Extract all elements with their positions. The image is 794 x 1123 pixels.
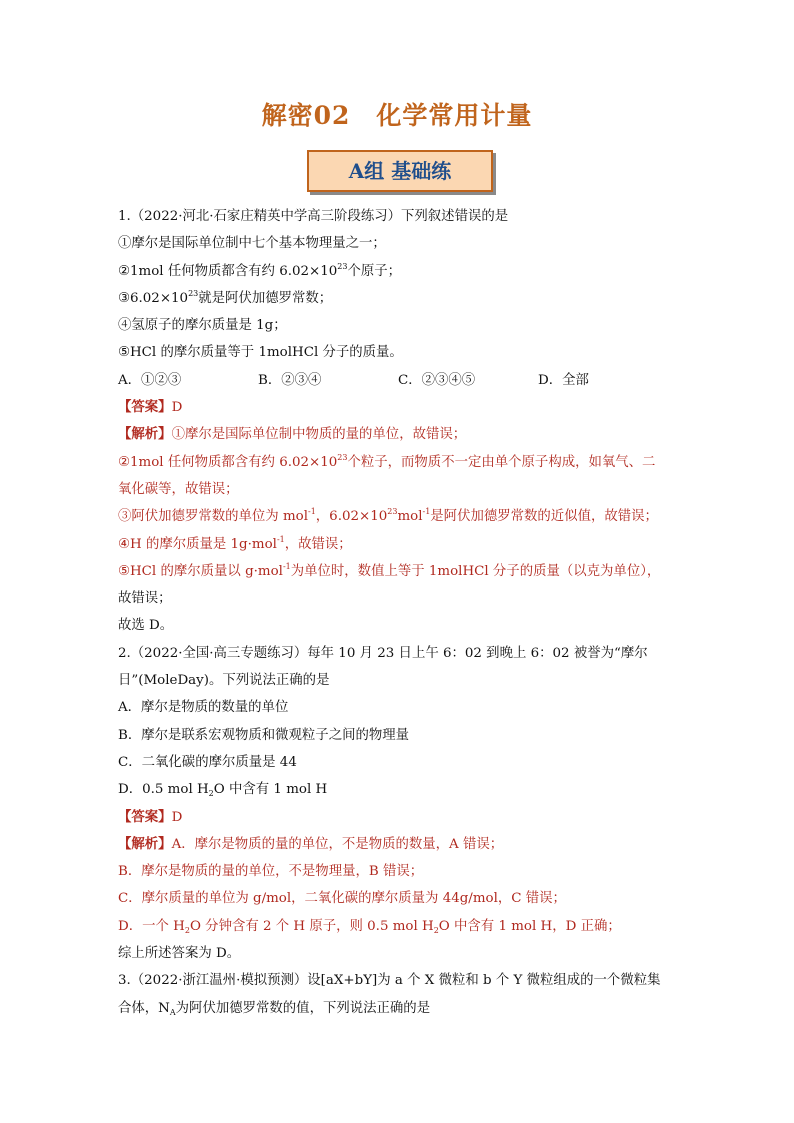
q2-conclusion: 综上所述答案为 D。 <box>118 946 241 962</box>
q2-option-b: B．摩尔是联系宏观物质和微观粒子之间的物理量 <box>118 727 410 743</box>
q1-statement-1: ①摩尔是国际单位制中七个基本物理量之一； <box>118 236 386 252</box>
q3-stem: 3.（2022·浙江温州·模拟预测）设[aX+bY]为 a 个 X 微粒和 b 个 Y 微粒组成的一个微粒集 <box>118 973 661 989</box>
q2-option-a: A．摩尔是物质的数量的单位 <box>118 700 289 716</box>
title-right: 化学常用计量 <box>376 101 533 130</box>
q1-option-d: D．全部 <box>538 372 589 388</box>
q1-analysis-1: 【解析】①摩尔是国际单位制中物质的量的单位，故错误； <box>118 426 467 443</box>
q1-option-a: A．①②③ <box>118 372 182 388</box>
q2-analysis-1: 【解析】A．摩尔是物质的量的单位，不是物质的数量，A 错误； <box>118 835 504 852</box>
q1-option-c: C．②③④⑤ <box>398 372 476 388</box>
q2-analysis-3: C．摩尔质量的单位为 g/mol，二氧化碳的摩尔质量为 44g/mol，C 错误； <box>118 891 566 907</box>
q1-options <box>118 367 678 394</box>
q2-stem-cont: 日”(MoleDay)。下列说法正确的是 <box>118 673 330 689</box>
q1-analysis-2-cont: 氧化碳等，故错误； <box>118 481 239 497</box>
q2-option-d: D．0.5 mol $H_2O$ 中含有 1 mol H <box>118 782 328 799</box>
q2-analysis-4: D．一个 $H_2O$ 分钟含有 2 个 H 原子，则 0.5 mol $H_2O$ 中含有 1 mol H，D 正确； <box>118 918 621 935</box>
q1-statement-2: ②1mol 任何物质都含有约 $6.02\times 10^{23}$个原子； <box>118 261 402 279</box>
q1-statement-5: ⑤HCl 的摩尔质量等于 1molHCl 分子的质量。 <box>118 345 403 361</box>
title-left: 解密02 <box>261 101 351 130</box>
q1-analysis-5: ⑤HCl 的摩尔质量以 g·mol$^{-1}$为单位时，数值上等于 1molHCl 分子的质量（以克为单位）， <box>118 561 661 579</box>
q2-option-c: C．二氧化碳的摩尔质量是 44 <box>118 754 297 770</box>
q1-analysis-3: ③阿伏加德罗常数的单位为 mol$^{-1}$，$6.02\times 10^{23}mol^{-1}$是阿伏加德罗常数的近似值，故错误； <box>118 507 658 525</box>
q1-conclusion: 故选 D。 <box>118 618 174 634</box>
q1-option-b: B．②③④ <box>258 372 322 388</box>
q2-stem: 2.（2022·全国·高三专题练习）每年 10 月 23 日上午 6：02 到晚上 6：02 被誉为“摩尔 <box>118 645 648 661</box>
q1-statement-4: ④氢原子的摩尔质量是 1g； <box>118 318 287 334</box>
q1-analysis-4: ④H 的摩尔质量是 1g·mol$^{-1}$，故错误； <box>118 534 352 552</box>
q1-statement-3: $③6.02\times 10^{23}$就是阿伏加德罗常数； <box>118 288 333 306</box>
q1-analysis-5-cont: 故错误； <box>118 591 172 607</box>
q1-stem: 1.（2022·河北·石家庄精英中学高三阶段练习）下列叙述错误的是 <box>118 209 509 224</box>
page-title <box>0 96 794 132</box>
section-label-box <box>307 150 493 192</box>
q3-stem-cont: 合体，$N_A$为阿伏加德罗常数的值，下列说法正确的是 <box>118 1000 431 1017</box>
document-body <box>118 203 678 1022</box>
q2-analysis-2: B．摩尔是物质的量的单位，不是物理量，B 错误； <box>118 864 424 880</box>
section-label: A组 基础练 <box>348 159 452 183</box>
q2-answer: 【答案】D <box>118 808 183 825</box>
q1-answer: 【答案】D <box>118 399 183 416</box>
q1-analysis-2: ②1mol 任何物质都含有约 $6.02\times 10^{23}$个粒子，而物质不一定由单个原子构成，如氧气、二 <box>118 452 656 470</box>
